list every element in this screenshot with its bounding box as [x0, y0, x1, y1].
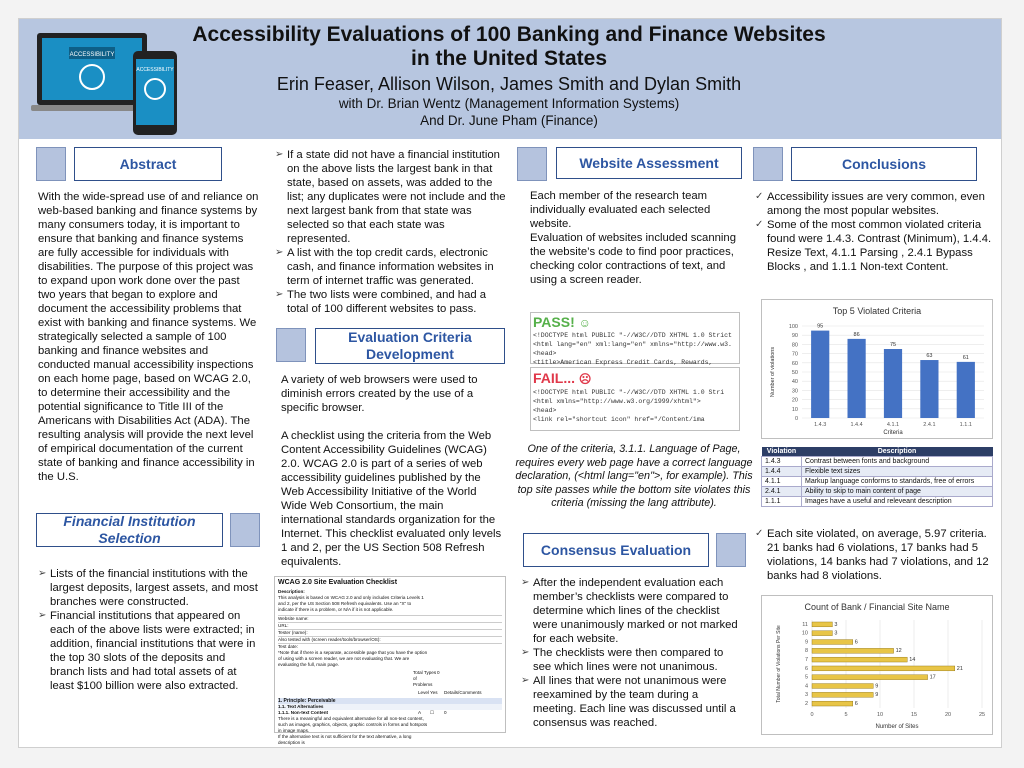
y-tick-label: 70: [791, 351, 798, 358]
financial-heading: Financial Institution Selection: [36, 513, 223, 547]
x-tick-label: 4.1.1: [886, 422, 900, 428]
data-label: 14: [909, 657, 916, 664]
y-tick-label: 8: [804, 648, 808, 655]
y-tick-label: 90: [791, 333, 798, 340]
checklist-yes: Yes: [430, 690, 438, 695]
fail-code-line: <!DOCTYPE html PUBLIC "-//W3C//DTD XHTML 1.0 Stri: [533, 389, 725, 396]
data-label: 6: [854, 701, 858, 708]
bar: [812, 666, 955, 671]
assessment-caption: One of the criteria, 3.1.1. Language of Page, requires every web page have a correct language declaration, (<html lang="en">, for example). This top site passes while the bottom site violates this criteria (missing the lang attribute).: [515, 443, 753, 509]
top5-chart: [762, 300, 992, 438]
table-row: [762, 467, 993, 477]
fail-code-line: <head>: [533, 407, 557, 414]
table-cell: 1.4.4: [762, 467, 802, 477]
checklist-date: Test date:: [278, 643, 502, 650]
y-tick-label: 9: [804, 639, 808, 646]
abstract-heading: Abstract: [74, 147, 222, 181]
checklist-row-desc1: There is a meaningful and equivalent alternative for all non-text content, such as images, graphics, objects, graphic controls in forms and hotspots in image maps.: [278, 716, 428, 733]
checklist-also: Also tested with (screen reader/tools/browser/OS):: [278, 636, 502, 643]
table-cell: 1.4.3: [762, 457, 802, 467]
y-tick-label: 20: [791, 397, 798, 404]
table-row: [762, 457, 993, 467]
pass-code-line: <!DOCTYPE html PUBLIC "-//W3C//DTD XHTML 1.0 Strict: [533, 332, 732, 339]
y-tick-label: 4: [804, 683, 808, 690]
abstract-body: With the wide-spread use of and reliance on web-based banking and finance systems by many consumers today, it is important to ensure that banking and finance systems are fully accessible for individuals with disabilities. The purpose of this project was to expand upon work done over the past two years that began to explore and document the accessibility problems that exist with banking and finance systems. We strategically selected a sample of 100 banking and finance websites and conducted manual accessibility inspections on each home page, based on WCAG 2.0, to determine their accessibility and the potential significance to Title III of the Americans with Disabilities Act (ADA). The resulting analysis will provide the next level of empirical documentation of the current state of banking and finance accessibility in the U.S.: [38, 191, 259, 483]
criteria-heading: Evaluation Criteria Development: [315, 328, 505, 364]
violations-chart-frame: [761, 595, 993, 735]
bar: [957, 362, 975, 418]
y-tick-label: 10: [801, 630, 808, 637]
selection-bullets: [275, 148, 507, 316]
y-tick-label: 30: [791, 388, 798, 395]
checklist-desc-label: Description:: [278, 589, 305, 594]
conclusions-heading: Conclusions: [791, 147, 977, 181]
bar: [920, 360, 938, 418]
fail-code-line: <html xmlns="http://www.w3.org/1999/xhtml">: [533, 398, 701, 405]
y-tick-label: 2: [804, 701, 808, 708]
bar: [812, 648, 894, 653]
table-cell: 1.1.1: [762, 497, 802, 507]
selection-item: ➢ If a state did not have a financial institution on the above lists the largest bank in that state, based on assets, was added to the list; any duplicates were not include and the next largest bank from that state was selected so that each state was represented.: [275, 148, 507, 246]
violations-chart: [762, 596, 992, 734]
y-tick-label: 10: [791, 406, 798, 413]
x-tick-label: 15: [910, 712, 918, 718]
bar: [812, 631, 832, 636]
data-label: 95: [817, 323, 824, 330]
y-axis-label: Number of violations: [770, 346, 776, 398]
table-cell: 2.4.1: [762, 487, 802, 497]
assessment-body: Each member of the research team individually evaluated each selected website. Evaluation of websites included scanning the website’s code to find poor practices, checking color contractions of text, and using a screen reader.: [530, 190, 736, 286]
data-label: 61: [962, 354, 969, 361]
financial-item: ➢ Lists of the financial institutions with the largest deposits, largest assets, and most branches were constructed.: [38, 567, 260, 609]
bar: [811, 331, 829, 418]
pass-code-image: [530, 312, 740, 364]
checklist-desc: This analysis is based on WCAG 2.0 and only includes Criteria Levels 1 and 2, per the US Section 508 Refresh equivalents. Use an "X" to indicate if there is a problem, or N/A if it is not applicable.: [278, 595, 424, 612]
poster: [18, 18, 1002, 748]
bar: [812, 657, 907, 662]
bar: [812, 622, 832, 627]
conclusions-list: [755, 190, 993, 274]
conclusion-item: ✓ Each site violated, on average, 5.97 criteria. 21 banks had 6 violations, 17 banks had 5 violations, 14 banks had 7 violations, and 12 banks had 8 violations.: [755, 527, 993, 583]
pass-code-line: <html lang="en" xml:lang="en" xmlns="http://www.w3.: [533, 341, 732, 348]
data-label: 21: [956, 665, 963, 672]
devices-illustration: [29, 27, 199, 137]
x-tick-label: 0: [810, 712, 814, 718]
y-tick-label: 100: [788, 324, 798, 330]
data-label: 9: [875, 683, 879, 690]
conclusion-item: ✓ Accessibility issues are very common, even among the most popular websites.: [755, 190, 993, 218]
data-label: 12: [895, 648, 902, 655]
criteria-p1: A variety of web browsers were used to diminish errors created by the use of a specific browser.: [281, 374, 478, 414]
checklist-row-level: A: [418, 710, 422, 715]
x-tick-label: 5: [844, 712, 848, 718]
table-cell: Markup language conforms to standards, free of errors: [802, 477, 993, 487]
x-tick-label: 1.4.3: [814, 422, 827, 428]
advisor-line1: with Dr. Brian Wentz (Management Information Systems): [338, 96, 680, 111]
bar: [812, 684, 873, 689]
y-tick-label: 80: [791, 342, 798, 349]
fail-label: FAIL... ☹: [533, 370, 592, 386]
checklist-row: 1.1.1. Non-text Content: [278, 710, 329, 715]
data-label: 75: [889, 342, 897, 348]
data-label: 6: [854, 639, 858, 646]
checklist-level: Level: [418, 690, 429, 695]
assessment-heading: Website Assessment: [556, 147, 742, 179]
data-label: 86: [853, 331, 860, 338]
y-tick-label: 50: [791, 370, 798, 376]
svg-text:ACCESSIBILITY: ACCESSIBILITY: [136, 67, 174, 73]
pass-label: PASS! ☺: [533, 314, 591, 330]
fail-code-image: [530, 367, 740, 431]
title-banner: [19, 19, 1001, 139]
selection-item: ➢ The two lists were combined, and had a total of 100 different websites to pass.: [275, 288, 507, 316]
x-tick-label: 10: [876, 712, 884, 718]
checklist-url: URL:: [278, 622, 502, 629]
smile-icon: ☺: [578, 316, 591, 330]
financial-list: [38, 567, 260, 693]
y-tick-label: 5: [804, 674, 808, 681]
checklist-sub: 1.1. Text Alternatives: [278, 704, 502, 710]
y-axis-label: Total Number of Violations Per Site: [776, 625, 782, 703]
checklist-image: [274, 576, 506, 745]
authors: Erin Feaser, Allison Wilson, James Smith and Dylan Smith: [276, 74, 742, 94]
decor-square: [276, 328, 306, 362]
consensus-heading: Consensus Evaluation: [523, 533, 709, 567]
y-tick-label: 0: [794, 416, 798, 422]
checklist-total-value: 0: [437, 670, 440, 675]
bar: [812, 692, 873, 697]
table-cell: Ability to skip to main content of page: [802, 487, 993, 497]
criteria-p2: A checklist using the criteria from the Web Content Accessibility Guidelines (WCAG) 2.0. WCAG 2.0 is part of a series of web accessibility guidelines published by the Web Accessibility Initiative of the World Wide Web Consortium, the main international standards organization for the Internet. This checklist evaluated only levels 1 and 2, per the US Section 508 Refresh equivalents.: [281, 430, 502, 568]
checklist-total-label: Total Types of Problems: [413, 670, 437, 687]
pass-code-line: <title>American Express Credit Cards, Rewards,: [533, 359, 713, 366]
table-header: Violation: [762, 447, 802, 457]
checklist-website: Website name:: [278, 615, 502, 622]
violation-table: [761, 447, 993, 507]
chart-title: Top 5 Violated Criteria: [832, 306, 922, 316]
title-block: [179, 23, 839, 129]
checklist-row-yes: ☐: [430, 710, 435, 715]
checklist-row-desc2: If the alternative text is not sufficient for the text alternative, a long description is: [278, 734, 412, 745]
advisor-line2: And Dr. June Pham (Finance): [420, 113, 598, 128]
violation-table-frame: [761, 447, 993, 510]
x-tick-label: 1.1.1: [959, 422, 972, 428]
checklist-title: WCAG 2.0 Site Evaluation Checklist: [278, 579, 398, 586]
data-label: 3: [834, 621, 838, 628]
bar: [812, 640, 853, 645]
svg-text:ACCESSIBILITY: ACCESSIBILITY: [69, 52, 115, 58]
checklist-details: Details/Comments: [444, 690, 482, 695]
y-tick-label: 40: [791, 379, 798, 386]
checklist-note: *Note that if there is a separate, accessible page that you have the option of using with a screen reader, we are not evaluating that. We are evaluating the full, main page.: [278, 650, 428, 667]
consensus-item: ➢ All lines that were not unanimous were reexamined by the team during a meeting. Each line was discussed until a consensus was reached.: [521, 674, 743, 730]
bar: [848, 339, 866, 418]
table-cell: 4.1.1: [762, 477, 802, 487]
checklist-tester: Tester (name):: [278, 629, 502, 636]
data-label: 17: [929, 674, 936, 681]
y-tick-label: 60: [791, 360, 798, 367]
checklist-section: 1. Principle: Perceivable: [278, 698, 502, 704]
x-tick-label: 25: [978, 712, 986, 718]
x-tick-label: 1.4.4: [850, 422, 863, 428]
y-tick-label: 3: [804, 692, 808, 699]
table-row: [762, 477, 993, 487]
conclusion-item: ✓ Some of the most common violated criteria found were 1.4.3. Contrast (Minimum), 1.4.4. Resize Text, 4.1.1 Parsing , 2.4.1 Bypass Blocks , and 1.1.1 Non-text Content.: [755, 218, 993, 274]
decor-square: [716, 533, 746, 567]
table-cell: Contrast between fonts and background: [802, 457, 993, 467]
decor-square: [753, 147, 783, 181]
table-cell: Images have a useful and releveant description: [802, 497, 993, 507]
table-header: Description: [802, 447, 993, 457]
conclusions-list-2: [755, 527, 993, 583]
checklist-row-x: 0: [444, 710, 447, 715]
table-row: [762, 487, 993, 497]
selection-item: ➢ A list with the top credit cards, electronic cash, and finance information websites in term of internet traffic was generated.: [275, 246, 507, 288]
consensus-item: ➢ After the independent evaluation each member’s checklists were compared to determine which lines of the checklist were unanimously marked or not marked for each website.: [521, 576, 743, 646]
financial-item: ➢ Financial institutions that appeared on each of the above lists were extracted; in addition, financial institutions that were in the top 30 slots of the deposits and branch lists and had total assets of at least $100 billion were also extracted.: [38, 609, 260, 693]
decor-square: [230, 513, 260, 547]
decor-square: [36, 147, 66, 181]
y-tick-label: 7: [804, 657, 808, 664]
consensus-item: ➢ The checklists were then compared to see which lines were not unanimous.: [521, 646, 743, 674]
bar: [884, 349, 902, 418]
frown-icon: ☹: [578, 372, 592, 386]
consensus-list: [521, 576, 743, 730]
y-tick-label: 6: [804, 665, 808, 672]
x-axis-label: Number of Sites: [875, 724, 919, 730]
table-row: [762, 497, 993, 507]
pass-code-line: <head>: [533, 350, 557, 357]
data-label: 63: [926, 353, 933, 360]
poster-title-line2: in the United States: [410, 47, 608, 70]
poster-title-line1: Accessibility Evaluations of 100 Banking and Finance Websites: [192, 23, 826, 46]
fail-code-line: <link rel="shortcut icon" href="/Content/ima: [533, 416, 705, 423]
x-axis-label: Criteria: [883, 430, 903, 436]
bar: [812, 701, 853, 706]
top5-chart-frame: [761, 299, 993, 439]
x-tick-label: 20: [944, 712, 952, 718]
bar: [812, 675, 928, 680]
data-label: 3: [834, 630, 838, 637]
chart-title: Count of Bank / Financial Site Name: [804, 602, 950, 612]
y-tick-label: 11: [802, 621, 808, 628]
decor-square: [517, 147, 547, 181]
table-cell: Flexible text sizes: [802, 467, 993, 477]
data-label: 9: [875, 692, 879, 699]
x-tick-label: 2.4.1: [923, 422, 936, 428]
